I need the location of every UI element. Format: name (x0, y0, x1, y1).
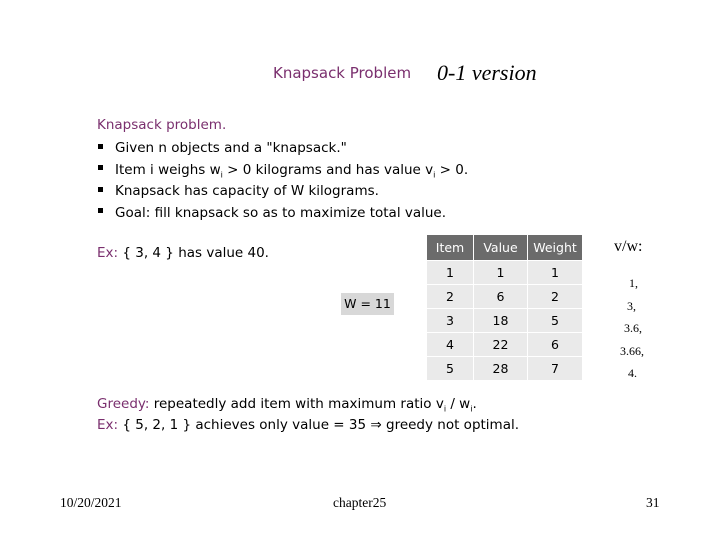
example-label: Ex: (97, 245, 119, 261)
bullet-square-icon (98, 208, 103, 213)
bullet-list (98, 138, 468, 224)
table-cell: 1 (528, 261, 583, 285)
ratio-value: 3, (627, 299, 636, 313)
table-cell: 1 (474, 261, 528, 285)
table-cell: 1 (427, 261, 474, 285)
table-cell: 3 (427, 309, 474, 333)
greedy-text: repeatedly add item with maximum ratio v (153, 396, 444, 412)
table-cell: 6 (474, 285, 528, 309)
bullet-text: Item i weighs w (115, 161, 221, 178)
table-row (427, 357, 582, 381)
ratio-header: v/w: (614, 238, 643, 255)
version-label: 0-1 version (437, 60, 537, 85)
ratio-value: 4. (628, 366, 637, 380)
example-1 (97, 245, 269, 261)
table-cell: 18 (474, 309, 528, 333)
table-cell: 6 (528, 333, 583, 357)
table-cell: 22 (474, 333, 528, 357)
bullet-text: > 0 kilograms and has value v (222, 161, 434, 178)
table-cell: 2 (528, 285, 583, 309)
subscript: i (443, 404, 447, 414)
ratio-value: 3.6, (624, 321, 642, 335)
bullet-square-icon (98, 144, 103, 149)
slide-title: Knapsack Problem (273, 64, 412, 82)
bullet-text: Given n objects and a "knapsack." (115, 140, 347, 156)
bullet-text: Knapsack has capacity of W kilograms. (115, 183, 379, 199)
table-cell: 28 (474, 357, 528, 381)
items-table (427, 235, 582, 380)
footer-chapter: chapter25 (333, 495, 387, 510)
greedy-label: Greedy: (97, 396, 150, 412)
subscript: i (433, 170, 436, 180)
example-2 (97, 417, 519, 433)
footer-page-number: 31 (646, 495, 660, 510)
bullet-item (98, 160, 468, 182)
bullet-text: Goal: fill knapsack so as to maximize total value. (115, 204, 447, 221)
table-header-row (427, 235, 582, 261)
example-text: greedy not optimal. (386, 417, 520, 433)
bullet-item (98, 181, 468, 203)
implies-arrow-icon: ⇒ (370, 417, 382, 433)
example-text: { 5, 2, 1 } achieves only value = 35 (122, 417, 367, 433)
subscript: i (470, 404, 473, 414)
table-cell: 5 (528, 309, 583, 333)
greedy-line (97, 396, 477, 414)
table-cell: 5 (427, 357, 474, 381)
header-item: Item (427, 235, 474, 261)
footer-date: 10/20/2021 (60, 495, 122, 510)
subscript: i (220, 170, 223, 180)
table-row (427, 285, 582, 309)
table-row (427, 309, 582, 333)
greedy-text: . (472, 396, 477, 412)
table-cell: 4 (427, 333, 474, 357)
header-value: Value (474, 235, 528, 261)
bullet-square-icon (98, 187, 103, 192)
table-cell: 7 (528, 357, 583, 381)
greedy-text: / w (446, 396, 471, 412)
problem-heading: Knapsack problem. (97, 117, 227, 133)
bullet-item (98, 138, 468, 160)
bullet-square-icon (98, 165, 103, 170)
bullet-item (98, 203, 468, 225)
table-row (427, 261, 582, 285)
bullet-text: > 0. (435, 161, 469, 178)
header-weight: Weight (528, 235, 583, 261)
ratio-value: 1, (629, 276, 638, 290)
table-row (427, 333, 582, 357)
capacity-box: W = 11 (341, 293, 394, 315)
ratio-value: 3.66, (620, 344, 644, 358)
example-text: { 3, 4 } has value 40. (122, 245, 269, 261)
example-label: Ex: (97, 417, 119, 433)
table-cell: 2 (427, 285, 474, 309)
